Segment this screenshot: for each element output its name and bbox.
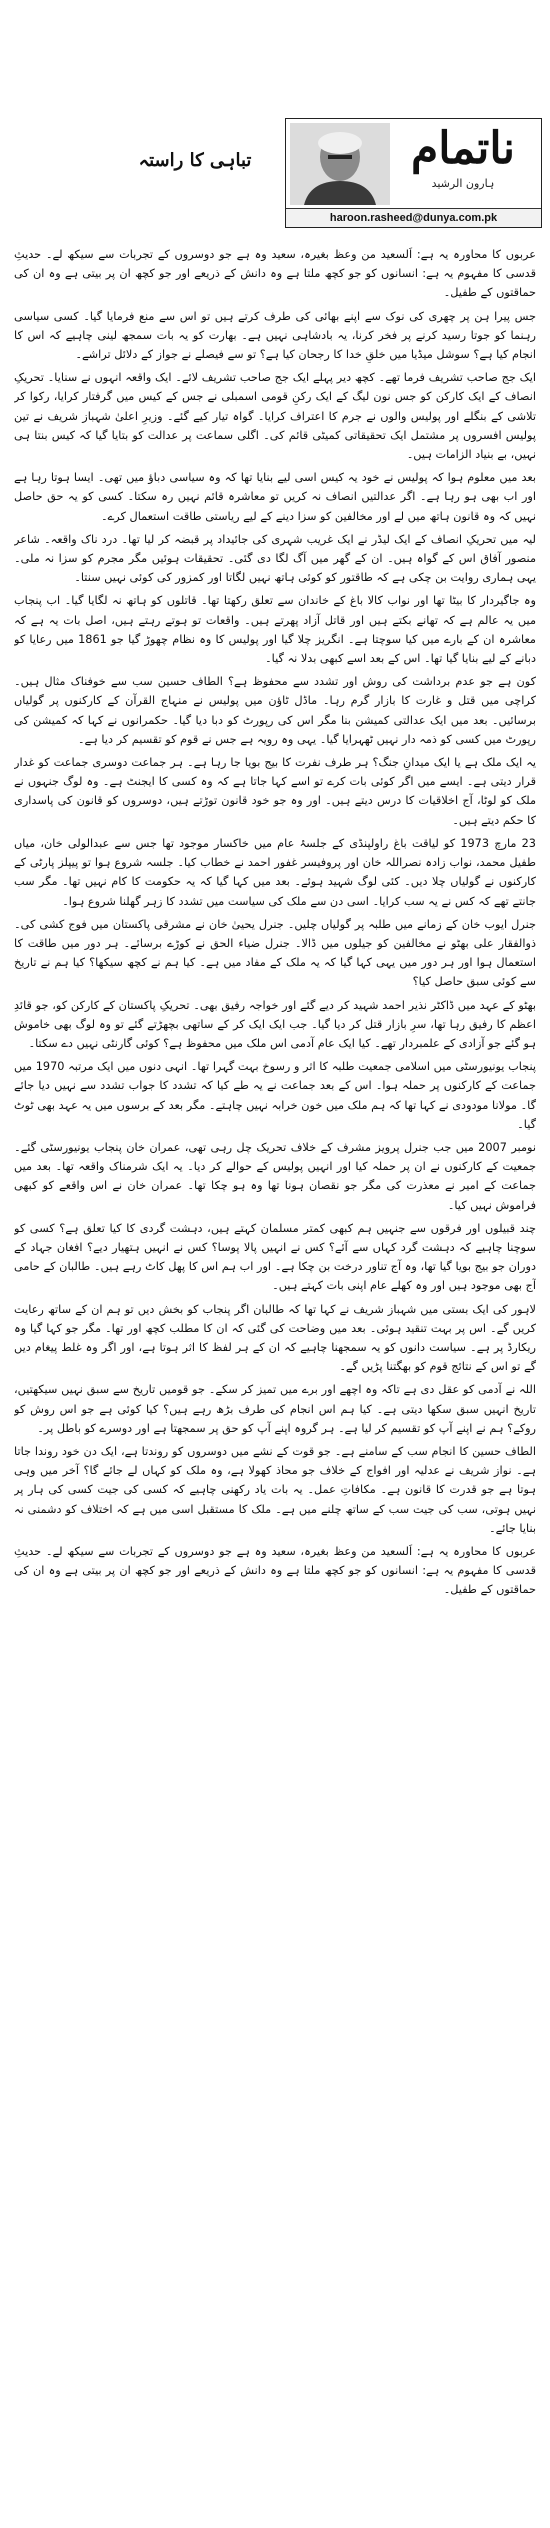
article-paragraph: 23 مارچ 1973 کو لیاقت باغ راولپنڈی کے جلسۂ عام میں خاکسار موجود تھا جس سے عبدالولی خان، میاں طفیل محمد، نواب زادہ نصراللہ خان اور پروفیسر غفور احمد نے خطاب کیا۔ جلسہ شروع ہوا تو پیپلز پارٹی کے کارکنوں نے گولیاں چلا دیں۔ کئی لوگ شہید ہوئے۔ بعد میں کہا گیا کہ یہ حکومت کا کام نہیں تھا۔ مگر سب جانتے تھے کہ کس نے یہ سب کرایا۔ اسی دن سے ملک کی سیاست میں تشدد کا زہر گھلنا شروع ہوا۔	[14, 836, 536, 908]
article-paragraph: لیہ میں تحریکِ انصاف کے ایک لیڈر نے ایک غریب شہری کی جائیداد پر قبضہ کر لیا تھا۔ درد ناک واقعہ۔ شاعر منصور آفاق اس کے گواہ ہیں۔ ان کے گھر میں آگ لگا دی گئی۔ تحقیقات ہوئیں مگر مجرم کو سزا نہ ملی۔ یہی ہماری روایت بن چکی ہے کہ طاقتور کو کوئی ہاتھ نہیں لگاتا اور کمزور کی کوئی نہیں سنتا۔	[14, 532, 536, 585]
article-paragraph: جس پیرا ہن پر چھری کی نوک سے اپنے بھائی کی طرف کرتے ہیں تو اس سے منع فرمایا گیا۔ کسی سیاسی رہنما کو جوتا رسید کرنے پر فخر کرنا، یہ بادشاہی نہیں ہے۔ بھارت کو یہ بات سمجھ لینی چاہیے کہ اس کا انجام کیا ہے؟ سوشل میڈیا میں خلقِ خدا کا رجحان کیا ہے؟ تو سے فیصلے نے جواز کے دلائل تراشے۔	[14, 309, 536, 362]
article-paragraph: چند قبیلوں اور فرقوں سے جنہیں ہم کبھی کمتر مسلمان کہتے ہیں، دہشت گردی کا کیا تعلق ہے؟ کسی کو سوچنا چاہیے کہ دہشت گرد کہاں سے آئے؟ کس نے انہیں پالا پوسا؟ کس نے انہیں ہتھیار دیے؟ افغان جہاد کے دوران جو بیج بویا گیا تھا، وہ آج تناور درخت بن چکا ہے۔ اور اب ہم اس کا پھل کاٹ رہے ہیں۔ طالبان کے حامی آج بھی موجود ہیں اور وہ کھلے عام اپنی بات کہتے ہیں۔	[14, 1221, 536, 1293]
article-paragraph: پنجاب یونیورسٹی میں اسلامی جمعیت طلبہ کا اثر و رسوخ بہت گہرا تھا۔ انہی دنوں میں ایک مرتبہ 1970 میں جماعت کے کارکنوں پر حملہ ہوا۔ اس کے بعد جماعت نے یہ طے کیا کہ تشدد کا جواب تشدد سے نہیں دیا جائے گا۔ مولانا مودودی نے کہا تھا کہ ہم ملک میں خون خرابہ نہیں چاہتے۔ مگر بعد کے برسوں میں یہ عہد بھی ٹوٹ گیا۔	[14, 1060, 536, 1131]
author-portrait-graphic	[290, 123, 390, 205]
article-paragraph: نومبر 2007 میں جب جنرل پرویز مشرف کے خلاف تحریک چل رہی تھی، عمران خان پنجاب یونیورسٹی گئے۔ جمعیت کے کارکنوں نے ان پر حملہ کیا اور انہیں پولیس کے حوالے کر دیا۔ یہ ایک شرمناک واقعہ تھا۔ بعد میں جماعت کے امیر نے معذرت کی مگر جو نقصان ہونا تھا وہ ہو چکا تھا۔ عمران خان نے اس واقعے کو کبھی فراموش نہیں کیا۔	[14, 1140, 536, 1212]
article-paragraph: عربوں کا محاورہ یہ ہے: اَلسعید من وعظ بغیرہ، سعید وہ ہے جو دوسروں کے تجربات سے سیکھ لے۔ حدیثِ قدسی کا مفہوم یہ ہے: انسانوں کو جو کچھ ملتا ہے وہ دانش کے ذریعے اور جو کچھ ان پر بیتی ہے وہ ان کی حماقتوں کے طفیل۔	[14, 248, 536, 300]
column-brand-name: ناتمام	[411, 123, 515, 174]
author-name: ہارون الرشید	[431, 177, 495, 190]
article-paragraph: بعد میں معلوم ہوا کہ پولیس نے خود یہ کیس اسی لیے بنایا تھا کہ وہ سیاسی دباؤ میں تھی۔ ایسا ہوتا رہا ہے اور اب بھی ہو رہا ہے۔ اگر عدالتیں انصاف نہ کریں تو معاشرہ قائم نہیں رہ سکتا۔ کسی کو یہ حق حاصل نہیں کہ وہ قانون ہاتھ میں لے اور مخالفین کو سزا دینے کے لیے ریاستی طاقت استعمال کرے۔	[14, 471, 536, 523]
article-title: تباہی کا راستہ	[138, 150, 252, 171]
article-body	[14, 245, 536, 2515]
article-paragraph: جنرل ایوب خان کے زمانے میں طلبہ پر گولیاں چلیں۔ جنرل یحییٰ خان نے مشرقی پاکستان میں فوج کشی کی۔ ذوالفقار علی بھٹو نے مخالفین کو جیلوں میں ڈالا۔ جنرل ضیاء الحق نے کوڑے برسائے۔ ہر دور میں طاقت کا استعمال ہوا اور ہر دور میں یہی کہا گیا کہ یہ ملک کے مفاد میں ہے۔ کیا ہم نے کچھ سیکھا؟ کیا ہم نے تاریخ سے کوئی سبق حاصل کیا؟	[14, 917, 536, 989]
article-paragraph: اللہ نے آدمی کو عقل دی ہے تاکہ وہ اچھے اور برے میں تمیز کر سکے۔ جو قومیں تاریخ سے سبق نہیں سیکھتیں، تاریخ انہیں سبق سکھا دیتی ہے۔ کیا ہم اس انجام کی طرف بڑھ رہے ہیں؟ کیا کوئی ہے جو اس روش کو روکے؟ ہم نے اپنے آپ کو تقسیم کر لیا ہے۔ ہر گروہ اپنے آپ کو حق پر سمجھتا ہے اور دوسرے کو باطل پر۔	[14, 1383, 536, 1435]
column-header	[285, 118, 542, 228]
article-paragraph: کون ہے جو عدم برداشت کی روش اور تشدد سے محفوظ ہے؟ الطاف حسین سب سے خوفناک مثال ہیں۔ کراچی میں قتل و غارت کا بازار گرم رہا۔ ماڈل ٹاؤن میں پولیس نے منہاج القرآن کے کارکنوں پر گولیاں برسائیں۔ بعد میں ایک عدالتی کمیشن بنا مگر اس کی رپورٹ کو دبا دیا گیا۔ حکمرانوں نے کہا کہ کمیشن کی رپورٹ میں کسی کو ذمہ دار نہیں ٹھہرایا گیا۔ یہی وہ رویہ ہے جس نے قوم کو تقسیم کر دیا ہے۔	[14, 675, 536, 746]
article-paragraph: عربوں کا محاورہ یہ ہے: اَلسعید من وعظ بغیرہ، سعید وہ ہے جو دوسروں کے تجربات سے سیکھ لے۔ حدیثِ قدسی کا مفہوم یہ ہے: انسانوں کو جو کچھ ملتا ہے وہ دانش کے ذریعے اور جو کچھ ان پر بیتی ہے وہ ان کی حماقتوں کے طفیل۔	[14, 1545, 536, 1597]
article-paragraph: یہ ایک ملک ہے یا ایک میدانِ جنگ؟ ہر طرف نفرت کا بیج بویا جا رہا ہے۔ ہر جماعت دوسری جماعت کو غدار قرار دیتی ہے۔ ایسے میں اگر کوئی بات کرے تو اسے کہا جاتا ہے کہ وہ کسی کا ایجنٹ ہے۔ وہ لوگ جنہوں نے ملک کو لوٹا، آج اخلاقیات کا درس دیتے ہیں۔ اور وہ جو خود قانون توڑتے ہیں، دوسروں کو قانون کی پاسداری کا حکم دیتے ہیں۔	[14, 756, 536, 827]
author-email: haroon.rasheed@dunya.com.pk	[286, 208, 541, 227]
author-photo	[290, 123, 390, 205]
article-paragraph: بھٹو کے عہد میں ڈاکٹر نذیر احمد شہید کر دیے گئے اور خواجہ رفیق بھی۔ تحریکِ پاکستان کے کارکن کو، جو قائدِ اعظم کا رفیق رہا تھا، سرِ بازار قتل کر دیا گیا۔ جب ایک ایک کر کے ساتھی بچھڑتے گئے تو وہ لوگ بھی خاموش ہو گئے جو آزادی کے علمبردار تھے۔ کیا ایک عام آدمی اس ملک میں محفوظ ہے؟ کوئی گارنٹی نہیں دے سکتا۔	[14, 998, 536, 1050]
article-paragraph: وہ جاگیردار کا بیٹا تھا اور نواب کالا باغ کے خاندان سے تعلق رکھتا تھا۔ قاتلوں کو ہاتھ نہ لگایا گیا۔ اب پنجاب میں یہ عالم ہے کہ تھانے بکتے ہیں اور قاتل آزاد پھرتے ہیں۔ واقعات تو ہوتے رہتے ہیں، اصل بات یہ ہے کہ معاشرہ ان کے بارے میں کیا سوچتا ہے۔ انگریز چلا گیا اور پولیس کا وہ نظام چھوڑ گیا جو 1861 میں رعایا کو دبانے کے لیے بنایا گیا تھا۔ اس کے بعد اسے کبھی بدلا نہ گیا۔	[14, 594, 536, 666]
article-paragraph: ایک جج صاحب تشریف فرما تھے۔ کچھ دیر پہلے ایک جج صاحب تشریف لائے۔ ایک واقعہ انہوں نے سنایا۔ تحریکِ انصاف کے ایک کارکن کو جس نون لیگ کے ایک رکنِ قومی اسمبلی نے جس کے کیس میں گرفتار کرایا، رکوا کر تلاشی کے بنگلے اور پولیس والوں نے جرم کا اعتراف کرایا۔ گواہ تیار کیے گئے۔ وزیرِ اعلیٰ شہباز شریف نے تین پولیس افسروں پر مشتمل ایک تحقیقاتی کمیٹی قائم کی۔ اگلی سماعت پر عدالت کو بتایا گیا کہ کیس بنتا ہی نہیں، بے بنیاد الزامات ہیں۔	[14, 371, 536, 462]
article-paragraph: الطاف حسین کا انجام سب کے سامنے ہے۔ جو قوت کے نشے میں دوسروں کو روندتا ہے، ایک دن خود روندا جاتا ہے۔ نواز شریف نے عدلیہ اور افواج کے خلاف جو محاذ کھولا ہے، وہ ملک کو کہاں لے جائے گا؟ آخر میں وہی ہوتا ہے جو قدرت کا قانون ہے۔ مکافاتِ عمل۔ یہ بات یاد رکھنی چاہیے کہ کسی کی جیت کسی کی ہار پر نہیں ہوتی، سب کی جیت سب کے ساتھ چلنے میں ہے۔ ملک کا مستقبل اسی میں ہے کہ اختلاف کو دشمنی نہ بنایا جائے۔	[14, 1444, 536, 1535]
article-paragraph: لاہور کی ایک بستی میں شہباز شریف نے کہا تھا کہ طالبان اگر پنجاب کو بخش دیں تو ہم ان کے ساتھ رعایت کریں گے۔ اس پر بہت تنقید ہوئی۔ بعد میں وضاحت کی گئی کہ ان کا مطلب کچھ اور تھا۔ مگر جو کہا گیا وہ ریکارڈ پر ہے۔ سیاست دانوں کو یہ سمجھنا چاہیے کہ ان کے ہر لفظ کا اثر ہوتا ہے، اور اگر وہ غلط پیغام دیں گے تو اس کے نتائج قوم کو بھگتنا پڑیں گے۔	[14, 1302, 536, 1374]
